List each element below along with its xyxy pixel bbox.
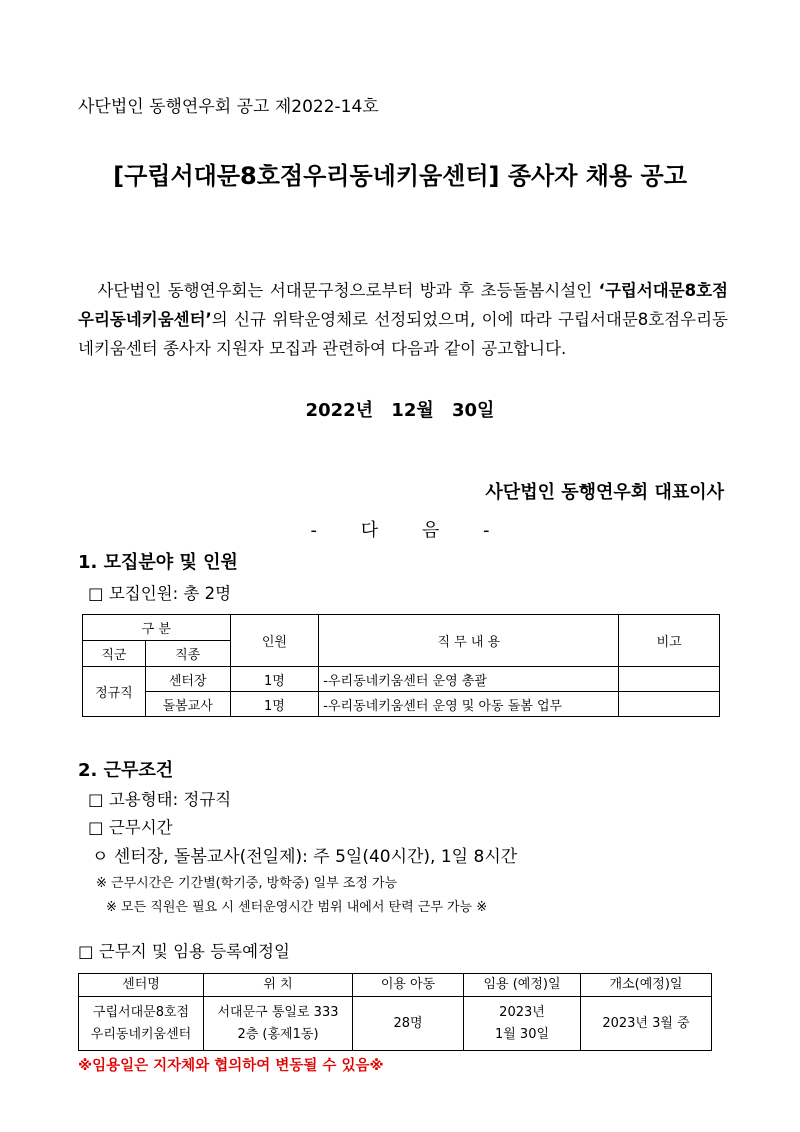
daeum-divider: - 다 음 -	[310, 520, 490, 541]
job-group-cell: 정규직	[83, 667, 146, 717]
intro-center-name: ‘구립서대문8호점 우리동네키움센터’	[78, 281, 728, 329]
job-type-cell: 돌봄교사	[145, 692, 230, 717]
duty-cell: -우리동네키움센터 운영 및 아동 돌봄 업무	[319, 692, 619, 717]
th-count: 인원	[230, 615, 319, 667]
th-group: 구 분	[83, 615, 231, 641]
employment-type: □ 고용형태: 정규직	[88, 790, 232, 809]
section2-heading: 2. 근무조건	[78, 760, 174, 781]
note-cell	[619, 692, 720, 717]
th-job-group: 직군	[83, 641, 146, 667]
red-note: ※임용일은 지자체와 협의하여 변동될 수 있음※	[78, 1058, 384, 1074]
intro-text-2: 의 신규 위탁운영체로 선정되었으며, 이에 따라 구립서대문8호점우리동네키움센터 종사자 지원자 모집과 관련하여 다음과 같이 공고합니다.	[78, 310, 728, 358]
appoint-cell	[464, 997, 581, 1051]
center-cell	[79, 997, 204, 1051]
duty-cell: -우리동네키움센터 운영 총괄	[319, 667, 619, 692]
work-hours-label: □ 근무시간	[88, 818, 173, 837]
notice-number: 사단법인 동행연우회 공고 제2022-14호	[78, 97, 379, 117]
th-children: 이용 아동	[353, 974, 464, 997]
location-cell	[204, 997, 353, 1051]
center-line-1: 구립서대문8호점	[92, 1004, 190, 1020]
opening-cell: 2023년 3월 중	[581, 997, 712, 1051]
note-cell	[619, 667, 720, 692]
location-line-1: 서대문구 통일로 333	[217, 1004, 339, 1020]
recruit-table	[82, 614, 720, 717]
workplace-table	[78, 973, 712, 1051]
recruit-count: □ 모집인원: 총 2명	[88, 584, 232, 603]
notice-date: 2022년 12월 30일	[305, 400, 495, 421]
appoint-line-2: 1월 30일	[494, 1026, 550, 1042]
section1-heading: 1. 모집분야 및 인원	[78, 552, 238, 573]
section3-heading: □ 근무지 및 임용 등록예정일	[78, 942, 290, 961]
signature: 사단법인 동행연우회 대표이사	[485, 482, 724, 503]
table-row	[79, 997, 712, 1051]
hours-note-1: ※ 근무시간은 기간별(학기중, 방학중) 일부 조정 가능	[96, 876, 398, 891]
th-center: 센터명	[79, 974, 204, 997]
th-appoint: 임용 (예정)일	[464, 974, 581, 997]
table-row	[83, 692, 720, 717]
th-duty: 직 무 내 용	[319, 615, 619, 667]
job-type-cell: 센터장	[145, 667, 230, 692]
th-note: 비고	[619, 615, 720, 667]
work-hours-detail: ㅇ 센터장, 돌봄교사(전일제): 주 5일(40시간), 1일 8시간	[92, 847, 518, 867]
th-location: 위 치	[204, 974, 353, 997]
th-opening: 개소(예정)일	[581, 974, 712, 997]
center-line-2: 우리동네키움센터	[90, 1026, 192, 1042]
intro-text-1: 사단법인 동행연우회는 서대문구청으로부터 방과 후 초등돌봄시설인	[97, 281, 599, 300]
location-line-2: 2층 (홍제1동)	[237, 1026, 319, 1042]
page-title: [구립서대문8호점우리동네키움센터] 종사자 채용 공고	[113, 162, 687, 190]
count-cell: 1명	[230, 667, 319, 692]
th-job-type: 직종	[145, 641, 230, 667]
table-row	[83, 667, 720, 692]
intro-paragraph	[78, 276, 728, 363]
appoint-line-1: 2023년	[499, 1004, 545, 1020]
count-cell: 1명	[230, 692, 319, 717]
children-cell: 28명	[353, 997, 464, 1051]
hours-note-2: ※ 모든 직원은 필요 시 센터운영시간 범위 내에서 탄력 근무 가능 ※	[106, 900, 488, 915]
